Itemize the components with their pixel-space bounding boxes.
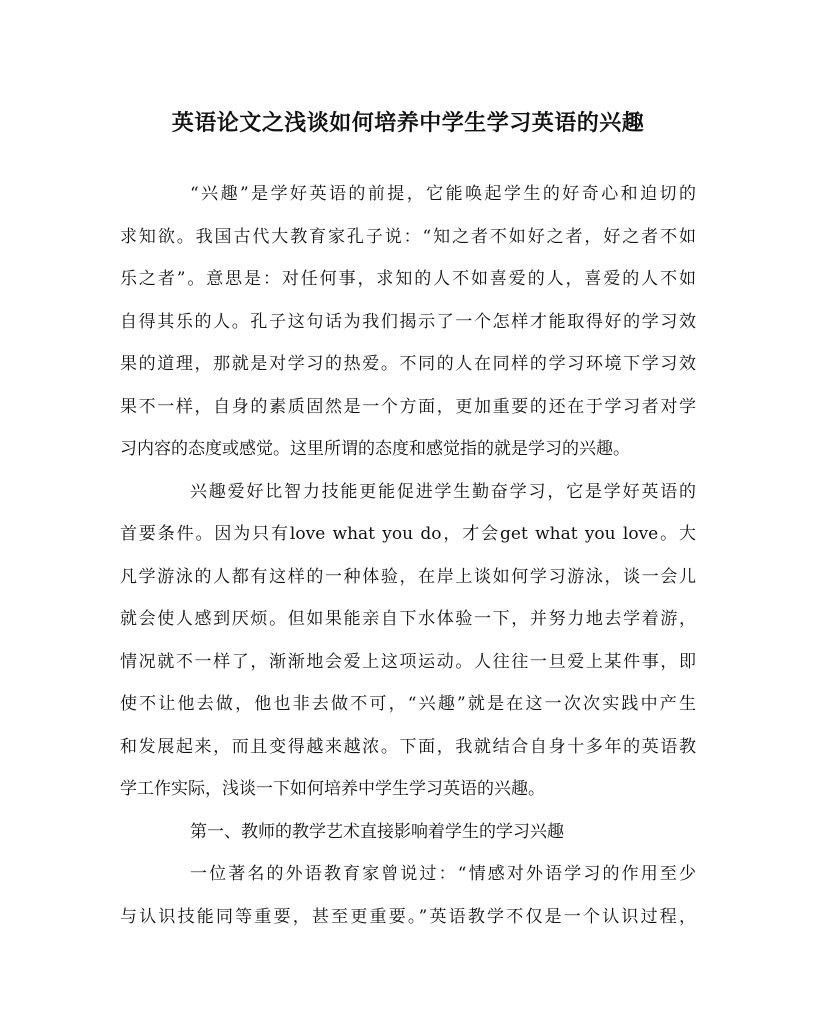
paragraph-1-line-5: 果的道理，那就是对学习的热爱。不同的人在同样的学习环境下学习效 <box>120 354 696 374</box>
paragraph-1-line-7: 习内容的态度或感觉。这里所谓的态度和感觉指的就是学习的兴趣。 <box>120 439 630 459</box>
paragraph-1-line-3: 乐之者”。意思是：对任何事，求知的人不如喜爱的人，喜爱的人不如 <box>120 269 696 289</box>
paragraph-2-line-1: 兴趣爱好比智力技能更能促进学生勤奋学习，它是学好英语的 <box>190 482 696 502</box>
paragraph-2-line-6: 使不让他去做，他也非去做不可，“兴趣”就是在这一次次实践中产生 <box>120 694 696 714</box>
paragraph-1-line-4: 自得其乐的人。孔子这句话为我们揭示了一个怎样才能取得好的学习效 <box>120 312 696 332</box>
paragraph-1-line-6: 果不一样，自身的素质固然是一个方面，更加重要的还在于学习者对学 <box>120 397 696 417</box>
paragraph-2-line-3: 凡学游泳的人都有这样的一种体验，在岸上谈如何学习游泳，谈一会儿 <box>120 567 696 587</box>
paragraph-2-line-4: 就会使人感到厌烦。但如果能亲自下水体验一下，并努力地去学着游， <box>120 609 696 629</box>
section-heading: 第一、教师的教学艺术直接影响着学生的学习兴趣 <box>190 822 564 842</box>
paragraph-2-line-2: 首要条件。因为只有love what you do，才会get what you love。大 <box>120 524 696 544</box>
paragraph-3-line-1: 一位著名的外语教育家曾说过：“情感对外语学习的作用至少 <box>190 864 696 884</box>
paragraph-2-line-8: 学工作实际，浅谈一下如何培养中学生学习英语的兴趣。 <box>120 779 545 799</box>
paragraph-3-line-2: 与认识技能同等重要，甚至更重要。”英语教学不仅是一个认识过程， <box>120 907 696 927</box>
paragraph-2-line-7: 和发展起来，而且变得越来越浓。下面，我就结合自身十多年的英语教 <box>120 737 696 757</box>
paragraph-2-line-5: 情况就不一样了，渐渐地会爱上这项运动。人往往一旦爱上某件事，即 <box>120 652 696 672</box>
paragraph-1-line-1: “兴趣”是学好英语的前提，它能唤起学生的好奇心和迫切的 <box>190 184 696 204</box>
document-title: 英语论文之浅谈如何培养中学生学习英语的兴趣 <box>171 110 645 136</box>
paragraph-1-line-2: 求知欲。我国古代大教育家孔子说：“知之者不如好之者，好之者不如 <box>120 227 696 247</box>
